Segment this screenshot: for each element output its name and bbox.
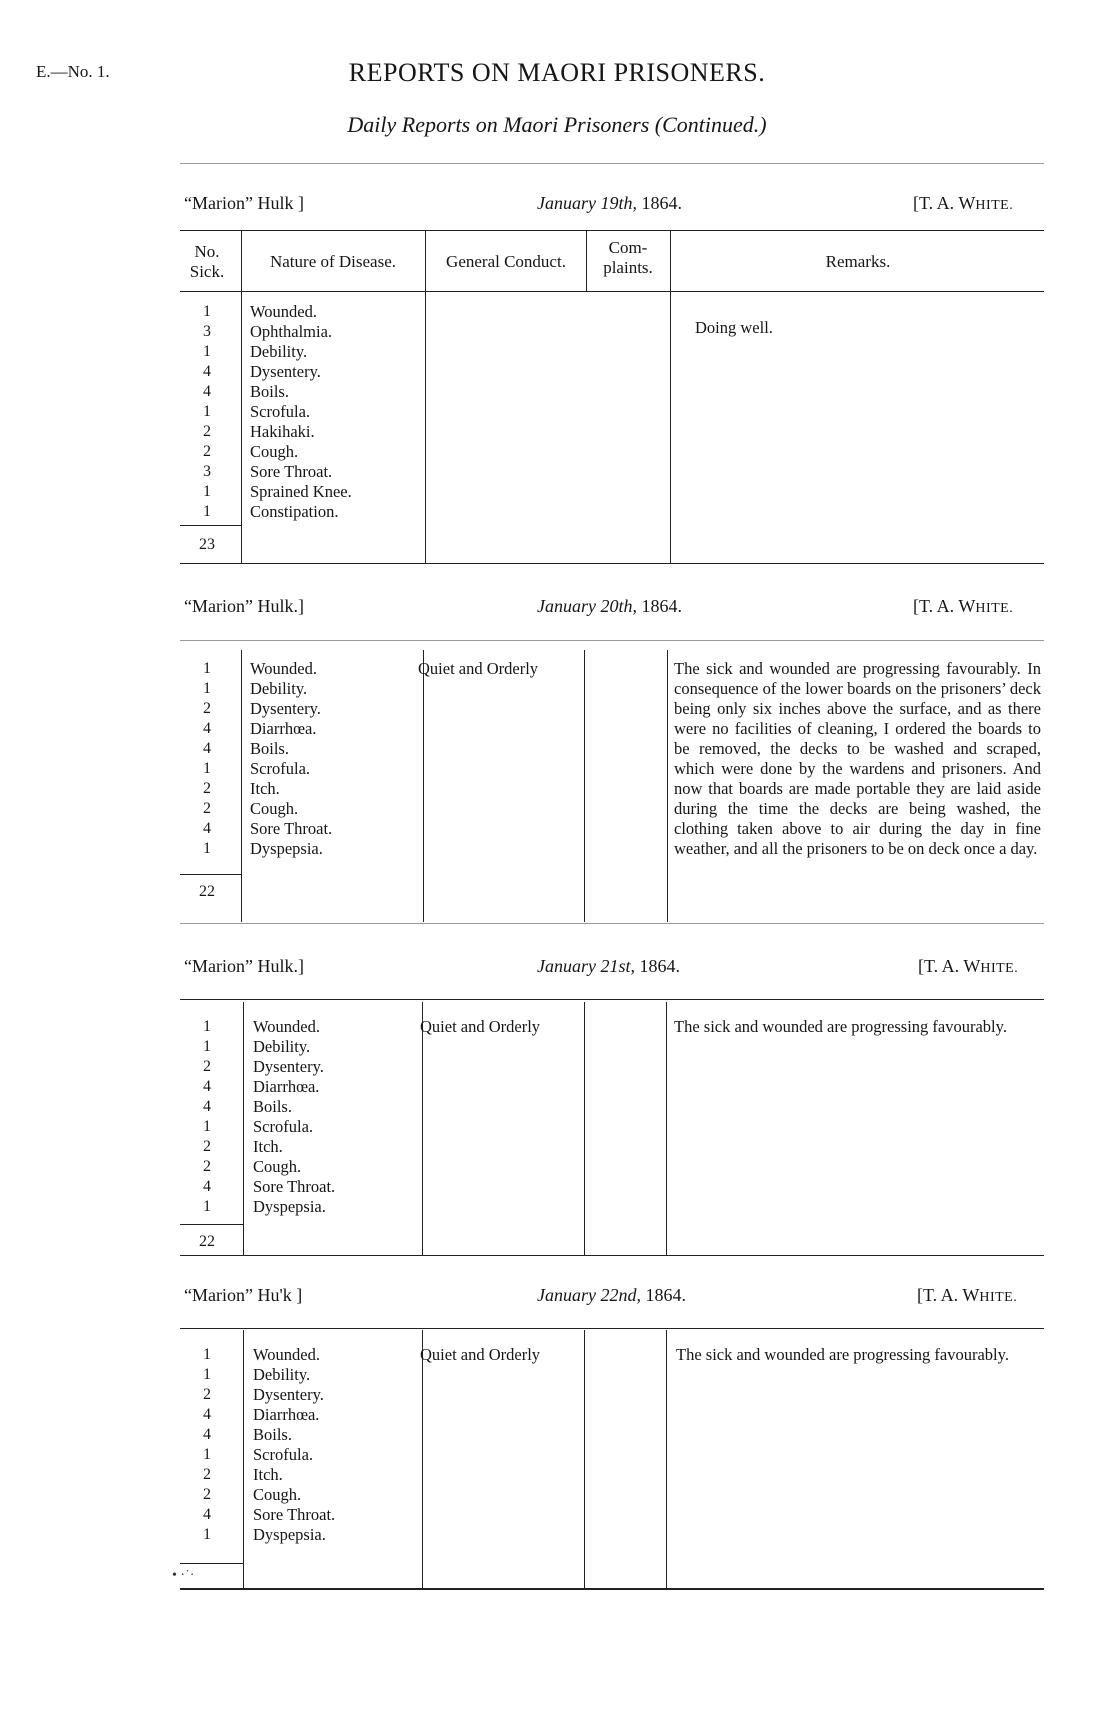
disease-cell: Debility.	[250, 342, 308, 361]
disease-cell: Cough.	[253, 1157, 302, 1176]
count-cell: 1	[203, 660, 211, 677]
disease-cell: Wounded.	[253, 1017, 320, 1036]
count-cell: 1	[203, 303, 211, 320]
count-cell: 1	[203, 1118, 211, 1135]
count-cell: 2	[203, 423, 211, 440]
count-cell: 4	[203, 1078, 211, 1095]
col-divider	[423, 650, 424, 922]
count-cell: 3	[203, 323, 211, 340]
disease-cell: Ophthalmia.	[250, 322, 333, 341]
count-cell: 4	[203, 1426, 211, 1443]
disease-cell: Itch.	[253, 1137, 283, 1156]
count-cell: 2	[203, 1158, 211, 1175]
conduct-text: Quiet and Orderly	[420, 1345, 541, 1364]
count-cell: 1	[203, 1038, 211, 1055]
disease-cell: Debility.	[253, 1365, 311, 1384]
total-rule	[180, 874, 241, 875]
report-bottom-rule	[180, 563, 1044, 564]
count-cell: 1	[203, 1198, 211, 1215]
count-cell: 4	[203, 383, 211, 400]
officer-prefix: [T. A. W	[913, 193, 976, 213]
disease-cell: Boils.	[250, 382, 289, 401]
disease-cell: Scrofula.	[253, 1445, 314, 1464]
col-divider	[241, 230, 242, 563]
count-cell: 1	[203, 1346, 211, 1363]
count-cell: 4	[203, 1406, 211, 1423]
report-bottom-rule	[180, 923, 1044, 924]
officer-rest: HITE.	[979, 1290, 1018, 1305]
col-divider	[584, 1002, 585, 1255]
col-divider	[422, 1002, 423, 1255]
total-rule	[180, 1224, 243, 1225]
col-complaints	[588, 238, 668, 278]
count-cell: 1	[203, 1018, 211, 1035]
conduct-text: Quiet and Orderly	[418, 659, 539, 678]
col-divider	[422, 1330, 423, 1588]
disease-list	[250, 659, 332, 859]
col-divider	[667, 650, 668, 922]
header-rule	[180, 230, 1044, 231]
total-sick: 23	[199, 536, 215, 553]
disease-cell: Dysentery.	[250, 362, 321, 381]
col-complaints-2: plaints.	[603, 258, 653, 277]
count-cell: 2	[203, 1486, 211, 1503]
disease-list	[253, 1017, 335, 1217]
conduct-text: Quiet and Orderly	[420, 1017, 541, 1036]
sick-counts	[177, 1017, 237, 1217]
hulk-label: “Marion” Hulk.]	[184, 596, 304, 616]
count-cell: 2	[203, 700, 211, 717]
count-cell: 2	[203, 1138, 211, 1155]
report-date	[537, 193, 682, 214]
disease-cell: Itch.	[250, 779, 280, 798]
ink-smudge: • ·˙·	[172, 1568, 195, 1583]
sick-counts	[177, 302, 237, 522]
page-title: REPORTS ON MAORI PRISONERS.	[348, 58, 766, 87]
date-month-day: January 19th,	[537, 193, 637, 213]
officer-signature	[917, 1285, 1017, 1306]
disease-cell: Sore Throat.	[250, 462, 333, 481]
disease-cell: Sprained Knee.	[250, 482, 352, 501]
count-cell: 1	[203, 680, 211, 697]
report-bottom-rule	[180, 1588, 1044, 1590]
count-cell: 1	[203, 1526, 211, 1543]
remarks-text: The sick and wounded are progressing favourably.	[674, 1017, 1007, 1036]
count-cell: 2	[203, 1466, 211, 1483]
count-cell: 1	[203, 840, 211, 857]
hulk-label: “Marion” Hu'k ]	[184, 1285, 303, 1305]
total-sick: 22	[199, 883, 215, 900]
disease-cell: Dysentery.	[253, 1385, 324, 1404]
count-cell: 1	[203, 1366, 211, 1383]
disease-cell: Dysentery.	[253, 1057, 324, 1076]
disease-cell: Scrofula.	[250, 759, 311, 778]
disease-cell: Cough.	[253, 1485, 302, 1504]
disease-cell: Wounded.	[253, 1345, 320, 1364]
report-date	[537, 1285, 686, 1306]
col-no-sick-2: Sick.	[189, 262, 225, 281]
report-date	[537, 956, 680, 977]
header-rule	[180, 640, 1044, 641]
date-month-day: January 22nd,	[537, 1285, 641, 1305]
hulk-label: “Marion” Hulk ]	[184, 193, 304, 213]
disease-cell: Constipation.	[250, 502, 339, 521]
date-year: 1864.	[639, 956, 680, 976]
count-cell: 4	[203, 1098, 211, 1115]
count-cell: 3	[203, 463, 211, 480]
header-rule	[180, 1328, 1044, 1329]
total-sick: 22	[199, 1233, 215, 1250]
disease-cell: Dyspepsia.	[253, 1525, 326, 1544]
header-rule	[180, 999, 1044, 1000]
page-ref: E.—No. 1.	[36, 62, 110, 81]
disease-cell: Hakihaki.	[250, 422, 315, 441]
disease-cell: Boils.	[253, 1097, 292, 1116]
count-cell: 2	[203, 800, 211, 817]
count-cell: 4	[203, 820, 211, 837]
disease-cell: Scrofula.	[250, 402, 311, 421]
count-cell: 1	[203, 343, 211, 360]
count-cell: 2	[203, 780, 211, 797]
col-divider	[666, 1002, 667, 1255]
disease-cell: Wounded.	[250, 659, 317, 678]
disease-cell: Sore Throat.	[253, 1505, 336, 1524]
col-no-sick	[177, 242, 237, 282]
col-divider	[241, 650, 242, 922]
top-rule	[180, 163, 1044, 164]
col-divider	[243, 1330, 244, 1588]
date-year: 1864.	[645, 1285, 686, 1305]
col-divider	[584, 650, 585, 922]
count-cell: 1	[203, 403, 211, 420]
disease-list	[253, 1345, 335, 1545]
disease-cell: Diarrhœa.	[250, 719, 317, 738]
col-divider	[670, 230, 671, 563]
count-cell: 2	[203, 443, 211, 460]
hulk-label: “Marion” Hulk.]	[184, 956, 304, 976]
count-cell: 4	[203, 363, 211, 380]
count-cell: 4	[203, 1178, 211, 1195]
disease-cell: Dyspepsia.	[250, 839, 323, 858]
col-divider	[243, 1002, 244, 1255]
remarks-text: The sick and wounded are progressing favourably. In consequence of the lower boards on the prisoners’ deck being only six inches above the surface, and as there were no facilities of cleaning, I ordered the boards to be removed, the decks to be washed and scraped, which were done by the wardens and prisoners. And now that boards are made portable they are laid aside during the time the decks are being washed, the clothing taken above to air during the day in fine weather, and all the prisoners to be on deck once a day.	[674, 659, 1041, 858]
col-divider	[666, 1330, 667, 1588]
disease-cell: Diarrhœa.	[253, 1405, 320, 1424]
remarks-text: The sick and wounded are progressing favourably.	[676, 1345, 1009, 1364]
page-subtitle: Daily Reports on Maori Prisoners (Continued.)	[347, 112, 767, 137]
disease-cell: Wounded.	[250, 302, 317, 321]
report-date	[537, 596, 682, 617]
disease-cell: Boils.	[253, 1425, 292, 1444]
total-rule	[180, 1563, 243, 1564]
officer-rest: HITE.	[975, 198, 1014, 213]
disease-cell: Cough.	[250, 799, 299, 818]
count-cell: 2	[203, 1386, 211, 1403]
remarks-text: Doing well.	[695, 318, 773, 337]
count-cell: 4	[203, 720, 211, 737]
disease-cell: Debility.	[253, 1037, 311, 1056]
officer-signature	[913, 193, 1013, 214]
disease-cell: Debility.	[250, 679, 308, 698]
count-cell: 1	[203, 1446, 211, 1463]
count-cell: 1	[203, 760, 211, 777]
disease-cell: Itch.	[253, 1465, 283, 1484]
date-month-day: January 21st,	[537, 956, 635, 976]
report-bottom-rule	[180, 1255, 1044, 1256]
col-complaints-1: Com-	[608, 238, 648, 257]
officer-signature	[918, 956, 1018, 977]
officer-signature	[913, 596, 1013, 617]
officer-prefix: [T. A. W	[913, 596, 976, 616]
officer-rest: HITE.	[980, 961, 1019, 976]
total-rule	[180, 525, 241, 526]
disease-cell: Cough.	[250, 442, 299, 461]
disease-cell: Boils.	[250, 739, 289, 758]
count-cell: 4	[203, 1506, 211, 1523]
col-divider	[584, 1330, 585, 1588]
date-month-day: January 20th,	[537, 596, 637, 616]
date-year: 1864.	[641, 193, 682, 213]
officer-rest: HITE.	[975, 601, 1014, 616]
col-conduct: General Conduct.	[446, 252, 566, 271]
count-cell: 4	[203, 740, 211, 757]
disease-cell: Scrofula.	[253, 1117, 314, 1136]
col-divider	[586, 230, 587, 291]
disease-cell: Dyspepsia.	[253, 1197, 326, 1216]
col-divider	[425, 230, 426, 563]
col-remarks: Remarks.	[825, 252, 891, 271]
date-year: 1864.	[641, 596, 682, 616]
sick-counts	[177, 1345, 237, 1545]
officer-prefix: [T. A. W	[917, 1285, 980, 1305]
disease-cell: Dysentery.	[250, 699, 321, 718]
disease-cell: Diarrhœa.	[253, 1077, 320, 1096]
sick-counts	[177, 659, 237, 859]
disease-cell: Sore Throat.	[250, 819, 333, 838]
officer-prefix: [T. A. W	[918, 956, 981, 976]
count-cell: 1	[203, 503, 211, 520]
col-nature: Nature of Disease.	[269, 252, 397, 271]
count-cell: 2	[203, 1058, 211, 1075]
count-cell: 1	[203, 483, 211, 500]
header-bottom-rule	[180, 291, 1044, 292]
col-no-sick-1: No.	[194, 242, 220, 261]
disease-list	[250, 302, 352, 522]
disease-cell: Sore Throat.	[253, 1177, 336, 1196]
